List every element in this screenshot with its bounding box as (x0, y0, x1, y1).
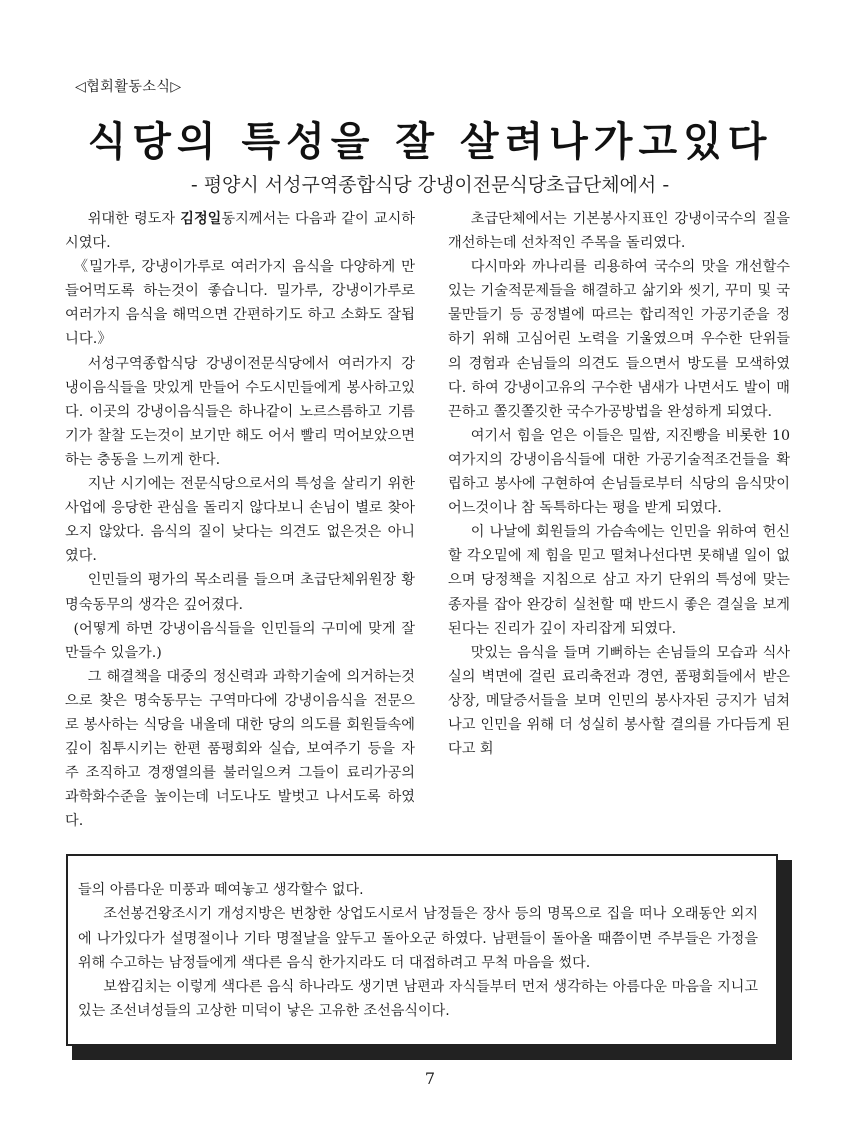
article-subtitle: - 평양시 서성구역종합식당 강냉이전문식당초급단체에서 - (190, 174, 670, 196)
paragraph: 지난 시기에는 전문식당으로서의 특성을 살리기 위한 사업에 응당한 관심을 돌리지 않다보니 손님이 별로 찾아오지 않았다. 음식의 질이 낮다는 의견도 없은것은 아니였다. (65, 476, 415, 565)
intro-text: 위대한 령도자 (87, 211, 181, 227)
paragraph: 초급단체에서는 기본봉사지표인 강냉이국수의 질을 개선하는데 선차적인 주목을 돌리였다. (448, 211, 790, 252)
paragraph: 다시마와 까나리를 리용하여 국수의 맛을 개선할수 있는 기술적문제들을 해결하고 삶기와 씻기, 꾸미 및 국물만들기 등 공정별에 따르는 합리적인 가공기준을 정하기 위해 고심어린 노력을 기울였으며 우수한 단위들의 경험과 손님들의 의견도 들으면서 방도를 모색하였다. 하여 강냉이고유의 구수한 냄새가 나면서도 발이 매끈하고 쫄깃쫄깃한 국수가공방법을 완성하게 되였다. (448, 259, 790, 420)
intro-text-end: 동지께서는 다음과 같이 교시하시였다. (65, 211, 415, 252)
section-tag: ◁협회활동소식▷ (75, 79, 182, 95)
paragraph: 서성구역종합식당 강냉이전문식당에서 여러가지 강냉이음식들을 맛있게 만들어 수도시민들에게 봉사하고있다. 이곳의 강냉이음식들은 하나같이 노르스름하고 기름기가 찰찰 도는것이 보기만 해도 어서 빨리 먹어보았으면 하는 충동을 느끼게 한다. (65, 355, 415, 468)
leader-name: 김정일 (180, 211, 222, 227)
paragraph-thought: (어떻게 하면 강냉이음식들을 인민들의 구미에 맞게 잘 만들수 있을가.) (65, 620, 415, 661)
paragraph: 여기서 힘을 얻은 이들은 밀쌈, 지진빵을 비롯한 10여가지의 강냉이음식들에 대한 가공기술적조건들을 확립하고 봉사에 구현하여 손님들로부터 식당의 음식맛이 어느것이나 참 독특하다는 평을 받게 되였다. (448, 427, 790, 517)
paragraph: 이 나날에 회원들의 가슴속에는 인민을 위하여 헌신할 각오밑에 제 힘을 믿고 떨쳐나선다면 못해낼 일이 없으며 당정책을 지침으로 삼고 자기 단위의 특성에 맞는 종자를 잡아 완강히 실천할 때 반드시 좋은 결실을 보게 된다는 진리가 깊이 자리잡게 되였다. (448, 524, 790, 637)
paragraph: 인민들의 평가의 목소리를 들으며 초급단체위원장 황명숙동무의 생각은 깊어졌다. (65, 572, 415, 613)
box-paragraph: 조선봉건왕조시기 개성지방은 번창한 상업도시로서 남정들은 장사 등의 명목으로 집을 떠나 오래동안 외지에 나가있다가 설명절이나 기타 명절날을 앞두고 돌아오군 하였다. 남편들이 돌아올 때쯤이면 주부들은 가정을 위해 수고하는 남정들에게 색다른 음식 한가지라도 더 대접하려고 무척 마음을 썼다. (78, 906, 758, 971)
right-column (448, 207, 790, 761)
page-number: 7 (424, 1069, 436, 1088)
boxed-article (66, 854, 778, 1046)
box-paragraph: 보쌈김치는 이렇게 색다른 음식 하나라도 생기면 남편과 자식들부터 먼저 생각하는 아름다운 마음을 지니고있는 조선녀성들의 고상한 미덕이 낳은 고유한 조선음식이다. (78, 979, 758, 1020)
quotation: 《밀가루, 강냉이가루로 여러가지 음식을 다양하게 만들어먹도록 하는것이 좋습니다. 밀가루, 강냉이가루로 여러가지 음식을 해먹으면 간편하기도 하고 소화도 잘됩니다.》 (65, 259, 415, 348)
paragraph: 그 해결책을 대중의 정신력과 과학기술에 의거하는것으로 찾은 명숙동무는 구역마다에 강냉이음식을 전문으로 봉사하는 식당을 내올데 대한 당의 의도를 회원들속에 깊이 침투시키는 한편 품평회와 실습, 보여주기 등을 자주 조직하고 경쟁열의를 불러일으켜 그들이 료리가공의 과학화수준을 높이는데 너도나도 발벗고 나서도록 하였다. (65, 668, 415, 830)
box-paragraph: 들의 아름다운 미풍과 떼여놓고 생각할수 없다. (78, 882, 364, 898)
paragraph: 맛있는 음식을 들며 기뻐하는 손님들의 모습과 식사실의 벽면에 걸린 료리축전과 경연, 품평회들에서 받은 상장, 메달증서들을 보며 인민의 봉사자된 긍지가 넘쳐나고 인민을 위해 더 성실히 봉사할 결의를 가다듬게 된다고 회 (448, 644, 790, 758)
paragraph-intro (65, 207, 415, 255)
left-column (65, 207, 415, 833)
article-title: 식당의 특성을 잘 살려나가고있다 (87, 118, 773, 165)
